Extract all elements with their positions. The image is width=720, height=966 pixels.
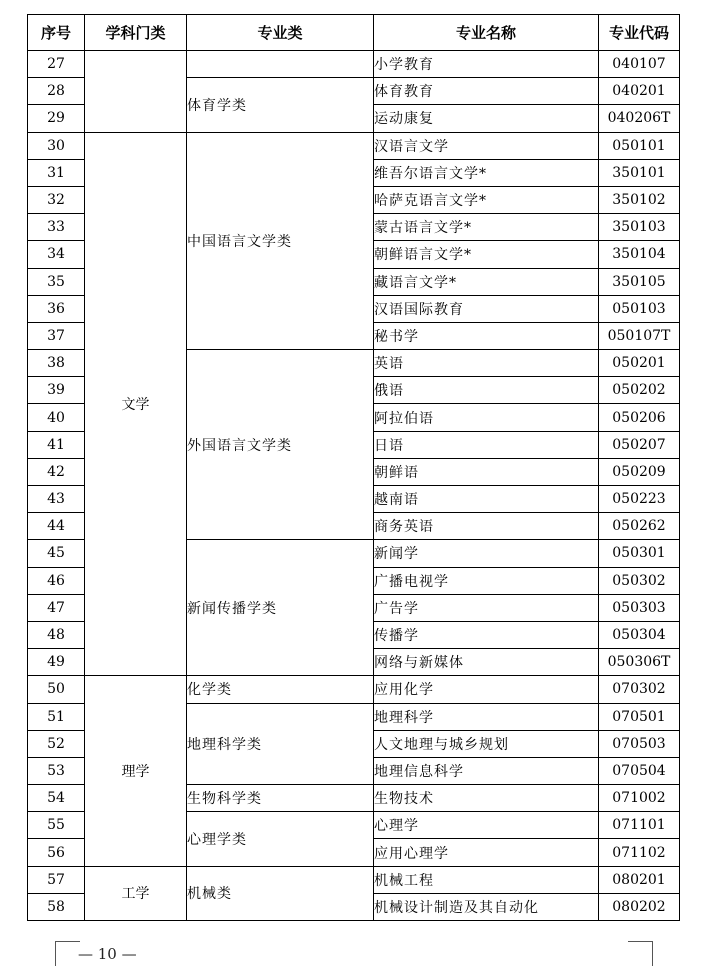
major-name-cell: 应用化学 [374, 676, 599, 703]
header-major-name: 专业名称 [374, 15, 599, 51]
page-number: — 10 — [78, 945, 137, 963]
header-serial: 序号 [28, 15, 85, 51]
serial-cell: 42 [28, 458, 85, 485]
major-code-cell: 070501 [599, 703, 680, 730]
major-code-cell: 070503 [599, 730, 680, 757]
serial-cell: 36 [28, 295, 85, 322]
major-code-cell: 050306T [599, 649, 680, 676]
table-row [28, 51, 680, 78]
major-code-cell: 350105 [599, 268, 680, 295]
major-code-cell: 050103 [599, 295, 680, 322]
major-code-cell: 050207 [599, 431, 680, 458]
serial-cell: 29 [28, 105, 85, 132]
discipline-cell: 工学 [85, 866, 187, 920]
major-code-cell: 071102 [599, 839, 680, 866]
header-discipline: 学科门类 [85, 15, 187, 51]
serial-cell: 43 [28, 486, 85, 513]
major-name-cell: 广告学 [374, 594, 599, 621]
serial-cell: 35 [28, 268, 85, 295]
major-code-cell: 350103 [599, 214, 680, 241]
major-code-cell: 050304 [599, 621, 680, 648]
serial-cell: 46 [28, 567, 85, 594]
major-name-cell: 阿拉伯语 [374, 404, 599, 431]
serial-cell: 37 [28, 322, 85, 349]
major-name-cell: 朝鲜语 [374, 458, 599, 485]
major-code-cell: 080201 [599, 866, 680, 893]
category-cell: 中国语言文学类 [187, 132, 374, 350]
major-code-cell: 050301 [599, 540, 680, 567]
major-name-cell: 地理科学 [374, 703, 599, 730]
serial-cell: 58 [28, 893, 85, 920]
serial-cell: 30 [28, 132, 85, 159]
major-name-cell: 地理信息科学 [374, 757, 599, 784]
category-cell: 化学类 [187, 676, 374, 703]
major-name-cell: 机械设计制造及其自动化 [374, 893, 599, 920]
serial-cell: 55 [28, 812, 85, 839]
major-name-cell: 秘书学 [374, 322, 599, 349]
major-name-cell: 机械工程 [374, 866, 599, 893]
category-cell: 机械类 [187, 866, 374, 920]
major-code-cell: 050209 [599, 458, 680, 485]
serial-cell: 52 [28, 730, 85, 757]
major-name-cell: 人文地理与城乡规划 [374, 730, 599, 757]
major-code-cell: 050107T [599, 322, 680, 349]
major-code-cell: 050101 [599, 132, 680, 159]
category-cell: 心理学类 [187, 812, 374, 866]
serial-cell: 32 [28, 186, 85, 213]
discipline-cell [85, 51, 187, 133]
serial-cell: 57 [28, 866, 85, 893]
header-category: 专业类 [187, 15, 374, 51]
category-cell: 地理科学类 [187, 703, 374, 785]
serial-cell: 31 [28, 159, 85, 186]
category-cell: 体育学类 [187, 78, 374, 132]
serial-cell: 34 [28, 241, 85, 268]
serial-cell: 40 [28, 404, 85, 431]
serial-cell: 54 [28, 785, 85, 812]
serial-cell: 38 [28, 350, 85, 377]
major-name-cell: 体育教育 [374, 78, 599, 105]
major-name-cell: 英语 [374, 350, 599, 377]
major-name-cell: 哈萨克语言文学* [374, 186, 599, 213]
major-code-cell: 050302 [599, 567, 680, 594]
major-code-cell: 050223 [599, 486, 680, 513]
serial-cell: 39 [28, 377, 85, 404]
major-name-cell: 汉语国际教育 [374, 295, 599, 322]
page-corner-mark-right [628, 941, 653, 966]
major-name-cell: 传播学 [374, 621, 599, 648]
table-body [28, 51, 680, 921]
serial-cell: 51 [28, 703, 85, 730]
major-name-cell: 蒙古语言文学* [374, 214, 599, 241]
major-name-cell: 网络与新媒体 [374, 649, 599, 676]
serial-cell: 44 [28, 513, 85, 540]
major-code-cell: 070302 [599, 676, 680, 703]
major-name-cell: 汉语言文学 [374, 132, 599, 159]
discipline-cell: 文学 [85, 132, 187, 676]
major-code-cell: 080202 [599, 893, 680, 920]
major-name-cell: 小学教育 [374, 51, 599, 78]
serial-cell: 48 [28, 621, 85, 648]
major-code-cell: 071002 [599, 785, 680, 812]
category-cell: 外国语言文学类 [187, 350, 374, 540]
serial-cell: 45 [28, 540, 85, 567]
serial-cell: 53 [28, 757, 85, 784]
serial-cell: 56 [28, 839, 85, 866]
major-name-cell: 新闻学 [374, 540, 599, 567]
major-code-cell: 350104 [599, 241, 680, 268]
table-row [28, 676, 680, 703]
major-code-cell: 050201 [599, 350, 680, 377]
table-row [28, 132, 680, 159]
major-code-cell: 050303 [599, 594, 680, 621]
page-corner-mark-left [55, 941, 80, 966]
major-name-cell: 藏语言文学* [374, 268, 599, 295]
major-code-cell: 070504 [599, 757, 680, 784]
majors-table [27, 14, 680, 921]
header-major-code: 专业代码 [599, 15, 680, 51]
table-header-row [28, 15, 680, 51]
major-code-cell: 040206T [599, 105, 680, 132]
major-name-cell: 日语 [374, 431, 599, 458]
major-name-cell: 生物技术 [374, 785, 599, 812]
major-name-cell: 维吾尔语言文学* [374, 159, 599, 186]
serial-cell: 33 [28, 214, 85, 241]
major-code-cell: 071101 [599, 812, 680, 839]
major-code-cell: 050206 [599, 404, 680, 431]
serial-cell: 41 [28, 431, 85, 458]
major-code-cell: 050202 [599, 377, 680, 404]
major-code-cell: 350101 [599, 159, 680, 186]
major-name-cell: 越南语 [374, 486, 599, 513]
major-code-cell: 050262 [599, 513, 680, 540]
major-code-cell: 040107 [599, 51, 680, 78]
serial-cell: 27 [28, 51, 85, 78]
table-row [28, 866, 680, 893]
major-name-cell: 广播电视学 [374, 567, 599, 594]
major-name-cell: 运动康复 [374, 105, 599, 132]
major-code-cell: 350102 [599, 186, 680, 213]
category-cell [187, 51, 374, 78]
major-name-cell: 商务英语 [374, 513, 599, 540]
major-name-cell: 应用心理学 [374, 839, 599, 866]
serial-cell: 28 [28, 78, 85, 105]
serial-cell: 50 [28, 676, 85, 703]
category-cell: 生物科学类 [187, 785, 374, 812]
serial-cell: 47 [28, 594, 85, 621]
major-code-cell: 040201 [599, 78, 680, 105]
major-name-cell: 心理学 [374, 812, 599, 839]
category-cell: 新闻传播学类 [187, 540, 374, 676]
serial-cell: 49 [28, 649, 85, 676]
major-name-cell: 俄语 [374, 377, 599, 404]
discipline-cell: 理学 [85, 676, 187, 866]
major-name-cell: 朝鲜语言文学* [374, 241, 599, 268]
